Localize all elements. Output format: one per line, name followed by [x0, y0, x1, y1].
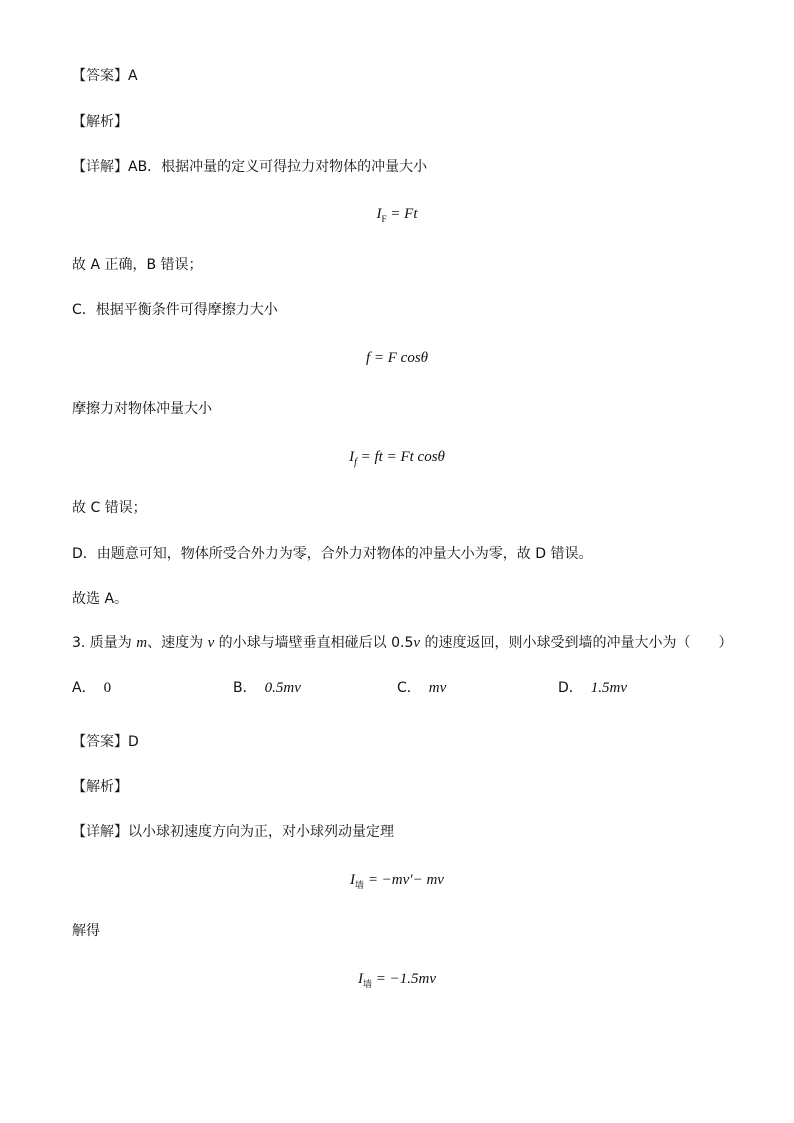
answer-value: A	[128, 68, 138, 84]
question-3-stem: 3. 质量为 m、速度为 v 的小球与墙壁垂直相碰后以 0.5v 的速度返回，则小球受到墙的冲量大小为（ ）	[72, 635, 733, 651]
friction-impulse-text: 摩擦力对物体冲量大小	[72, 401, 212, 417]
equation-impulse-tension: $I_F = Ft$	[376, 206, 418, 224]
conclusion-ab: 故 A 正确，B 错误；	[72, 257, 203, 273]
answer-value: D	[128, 734, 139, 750]
detail-tag: 【详解】	[72, 159, 128, 175]
equation-friction: f = F cosθ	[365, 350, 429, 366]
solve-label: 解得	[72, 923, 100, 939]
option-d: D． 1.5mv	[558, 680, 628, 696]
detail-text: AB．根据冲量的定义可得拉力对物体的冲量大小	[128, 159, 428, 175]
analysis-tag: 【解析】	[72, 114, 128, 130]
analysis-tag-q3: 【解析】	[72, 779, 128, 795]
answer-tag: 【答案】	[72, 734, 128, 750]
detail-line	[72, 158, 427, 176]
option-c: C． mv	[397, 680, 447, 696]
answer-line	[72, 67, 138, 85]
option-b: B． 0.5mv	[233, 680, 301, 696]
detail-line-q3	[72, 823, 394, 841]
equation-momentum-theorem: $I_墙 = -mv'-$ mv	[350, 872, 444, 890]
option-c-analysis: C．根据平衡条件可得摩擦力大小	[72, 302, 278, 318]
final-choice: 故选 A。	[72, 591, 129, 607]
conclusion-c: 故 C 错误；	[72, 500, 147, 516]
detail-tag: 【详解】	[72, 824, 128, 840]
option-a: A． 0	[72, 680, 112, 696]
equation-result: $I_墙 = -1.5mv$	[358, 971, 436, 989]
question-number: 3.	[72, 635, 86, 651]
detail-text: 以小球初速度方向为正，对小球列动量定理	[128, 824, 394, 840]
answer-tag: 【答案】	[72, 68, 128, 84]
answer-line-q3	[72, 733, 139, 751]
equation-impulse-friction: $I_f$ = ft = Ft cosθ	[349, 449, 445, 468]
option-d-analysis: D．由题意可知，物体所受合外力为零，合外力对物体的冲量大小为零，故 D 错误。	[72, 546, 593, 562]
